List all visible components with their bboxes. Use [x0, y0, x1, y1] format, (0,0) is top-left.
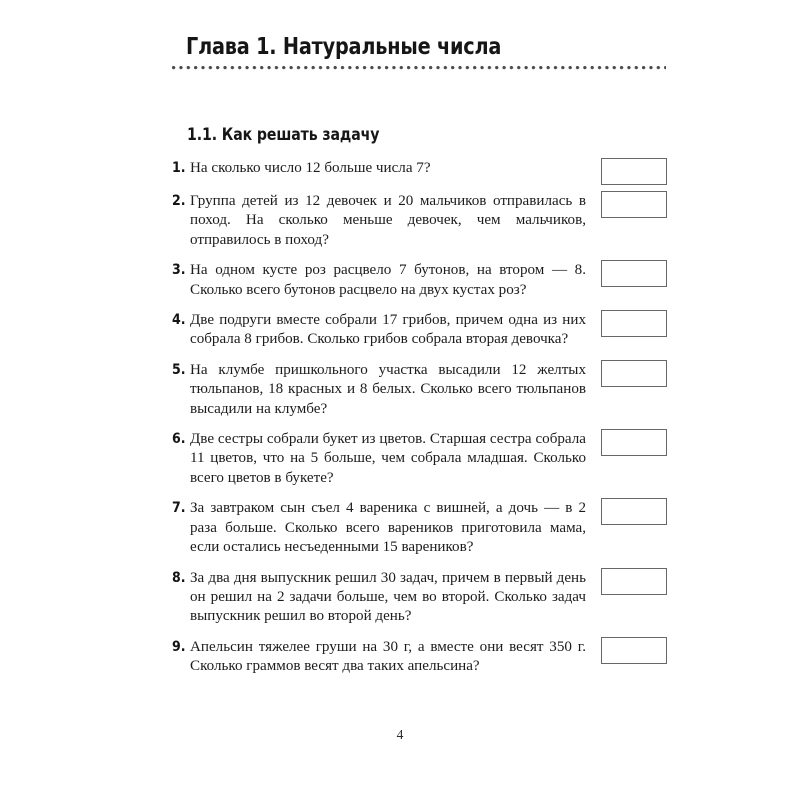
problem-text: На сколько число 12 больше числа 7?: [190, 160, 431, 176]
page-title: Глава 1. Натуральные числа: [186, 34, 502, 60]
problem-item: [0, 159, 800, 181]
problem-item: [0, 311, 800, 350]
problem-item: [0, 638, 800, 677]
problem-number: 5.: [172, 361, 186, 378]
problem-number: 3.: [172, 262, 186, 279]
problem-text: За два дня выпускник решил 30 задач, причем в первый день он решил на 2 задачи больше, чем во второй. Сколько задач выпускник решил во второй день?: [190, 569, 586, 625]
problem-text: Апельсин тяжелее груши на 30 г, а вместе они весят 350 г. Сколько граммов весят два таких апельсина?: [190, 638, 586, 675]
problem-text: На клумбе пришкольного участка высадили 12 желтых тюльпанов, 18 красных и 8 белых. Сколько всего тюльпанов высадили на клумбе?: [190, 361, 586, 417]
dotted-separator: [172, 66, 666, 70]
problem-item: [0, 361, 800, 419]
problem-item: [0, 261, 800, 300]
problem-number: 1.: [172, 160, 186, 176]
page-number: 4: [396, 727, 404, 742]
problem-number: 6.: [172, 431, 186, 448]
problem-text: На одном кусте роз расцвело 7 бутонов, на втором — 8. Сколько всего бутонов расцвело на двух кустах роз?: [190, 262, 586, 298]
problem-item: [0, 569, 800, 627]
problem-text: Две подруги вместе собрали 17 грибов, причем одна из них собрала 8 грибов. Сколько грибов собрала вторая девочка?: [190, 312, 586, 348]
answer-box[interactable]: [601, 191, 667, 218]
chapter-header: [172, 34, 668, 70]
answer-box[interactable]: [601, 498, 667, 525]
answer-box[interactable]: [601, 310, 667, 337]
answer-box[interactable]: [601, 360, 667, 387]
problem-number: 8.: [172, 569, 186, 586]
problem-number: 4.: [172, 312, 186, 329]
problem-text: Две сестры собрали букет из цветов. Старшая сестра собрала 11 цветов, что на 5 больше, чем собрала младшая. Сколько всего цветов в букете?: [190, 431, 586, 486]
answer-box[interactable]: [601, 158, 667, 185]
problem-item: [0, 430, 800, 488]
problem-text: За завтраком сын съел 4 вареника с вишней, а дочь — в 2 раза больше. Сколько всего вареников приготовила мама, если остались несъеденными 15 вареников?: [190, 500, 586, 556]
answer-box[interactable]: [601, 637, 667, 664]
answer-box[interactable]: [601, 568, 667, 595]
problem-text: Группа детей из 12 девочек и 20 мальчиков отправилась в поход. На сколько меньше девочек, чем мальчиков, отправилось в поход?: [190, 193, 586, 248]
answer-box[interactable]: [601, 260, 667, 287]
problem-list: [0, 159, 800, 688]
section-heading: 1.1. Как решать задачу: [187, 124, 380, 144]
answer-box[interactable]: [601, 429, 667, 456]
problem-number: 9.: [172, 638, 186, 655]
problem-item: [0, 499, 800, 557]
problem-number: 7.: [172, 500, 186, 517]
problem-number: 2.: [172, 193, 186, 209]
problem-item: [0, 192, 800, 250]
